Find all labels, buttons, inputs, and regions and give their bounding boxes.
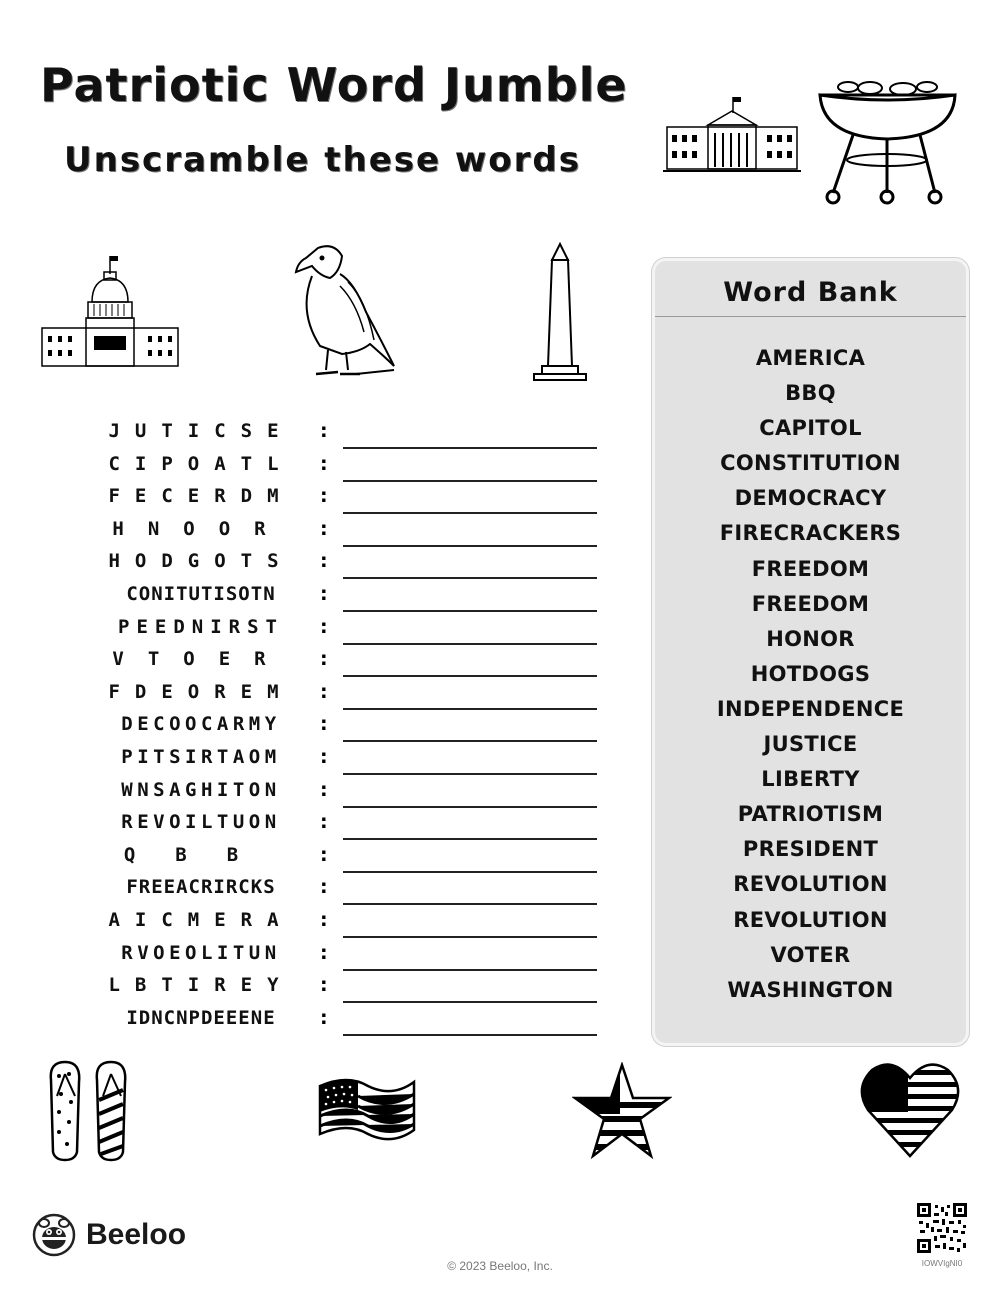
jumble-row (70, 777, 610, 810)
colon-separator: : (320, 485, 328, 508)
jumble-row (70, 907, 610, 940)
capitol-building-icon (40, 254, 180, 370)
jumble-row (70, 451, 610, 484)
scrambled-word: LBTIREY (108, 974, 294, 997)
word-bank-item: INDEPENDENCE (716, 696, 905, 721)
brand-logo (32, 1213, 186, 1257)
scrambled-word-box (70, 550, 332, 572)
colon-separator: : (320, 517, 328, 540)
colon-separator: : (320, 615, 328, 638)
flag-heart-icon (860, 1060, 960, 1160)
answer-line[interactable] (343, 740, 597, 742)
scrambled-word-box (70, 746, 332, 768)
qr-code-label: IOWVIgNI0 (921, 1259, 963, 1268)
word-bank-title: Word Bank (723, 277, 898, 308)
answer-line[interactable] (343, 577, 597, 579)
colon-separator: : (320, 941, 328, 964)
scrambled-word-box (70, 779, 332, 801)
scrambled-word: IDNCNPDEEENE (126, 1006, 276, 1029)
copyright-text: © 2023 Beeloo, Inc. (447, 1259, 553, 1273)
scrambled-word-box (70, 909, 332, 931)
word-bank-item: REVOLUTION (733, 872, 888, 897)
jumble-row (70, 646, 610, 679)
page-title: Patriotic Word Jumble (40, 58, 628, 112)
scrambled-word-box (70, 518, 332, 540)
scrambled-word: CONITUTISOTN (126, 582, 276, 605)
scrambled-word: RVOEOLITUN (121, 941, 281, 964)
answer-line[interactable] (343, 708, 597, 710)
colon-separator: : (320, 713, 328, 736)
word-bank-item: REVOLUTION (733, 907, 888, 932)
scrambled-word-box (70, 876, 332, 898)
colon-separator: : (320, 811, 328, 834)
scrambled-word: AICMERA (108, 908, 294, 931)
scrambled-word: HODGOTS (108, 550, 294, 573)
jumble-row (70, 711, 610, 744)
scrambled-word-box (70, 485, 332, 507)
word-bank-item: PATRIOTISM (737, 802, 884, 827)
scrambled-word-box (70, 648, 332, 670)
scrambled-word-box (70, 942, 332, 964)
answer-line[interactable] (343, 1001, 597, 1003)
answer-line[interactable] (343, 806, 597, 808)
word-bank-item: FREEDOM (751, 556, 870, 581)
scrambled-word: FECERDM (108, 485, 294, 508)
word-bank-item: HONOR (766, 626, 855, 651)
answer-line[interactable] (343, 447, 597, 449)
colon-separator: : (320, 745, 328, 768)
flip-flops-icon (45, 1060, 133, 1162)
scrambled-word-box (70, 453, 332, 475)
jumble-row (70, 1005, 610, 1038)
word-bank-item: CONSTITUTION (720, 451, 901, 476)
word-bank-item: FIRECRACKERS (719, 521, 902, 546)
scrambled-word-box (70, 583, 332, 605)
scrambled-word-box (70, 811, 332, 833)
answer-line[interactable] (343, 969, 597, 971)
scrambled-word-box (70, 420, 332, 442)
word-bank-item: VOTER (770, 942, 851, 967)
answer-line[interactable] (343, 903, 597, 905)
answer-line[interactable] (343, 675, 597, 677)
jumble-row (70, 972, 610, 1005)
flag-star-icon (572, 1062, 672, 1160)
washington-monument-icon (530, 242, 590, 384)
word-bank-item: HOTDOGS (750, 661, 871, 686)
scrambled-word: CIPOATL (108, 452, 294, 475)
word-bank-item: BBQ (785, 381, 836, 406)
colon-separator: : (320, 452, 328, 475)
colon-separator: : (320, 1006, 328, 1029)
jumble-row (70, 516, 610, 549)
answer-line[interactable] (343, 936, 597, 938)
word-bank-item: CAPITOL (759, 416, 862, 441)
scrambled-word: JUTICSE (108, 420, 294, 442)
bald-eagle-icon (290, 242, 398, 382)
colon-separator: : (320, 974, 328, 997)
scrambled-word: FDEOREM (108, 680, 294, 703)
jumble-row (70, 483, 610, 516)
answer-line[interactable] (343, 773, 597, 775)
jumble-row (70, 679, 610, 712)
colon-separator: : (320, 908, 328, 931)
scrambled-word: QBB (123, 843, 279, 866)
answer-line[interactable] (343, 512, 597, 514)
jumble-row (70, 614, 610, 647)
colon-separator: : (320, 648, 328, 671)
colon-separator: : (320, 680, 328, 703)
bee-logo-icon (32, 1213, 76, 1257)
scrambled-word: VTOER (112, 648, 290, 671)
colon-separator: : (320, 582, 328, 605)
page-subtitle: Unscramble these words (64, 140, 581, 180)
scrambled-word: WNSAGHITON (121, 778, 281, 801)
white-house-icon (663, 95, 801, 175)
qr-code-icon (917, 1203, 967, 1253)
jumble-list (70, 418, 610, 1037)
scrambled-word-box (70, 974, 332, 996)
jumble-row (70, 874, 610, 907)
colon-separator: : (320, 550, 328, 573)
jumble-row (70, 842, 610, 875)
word-bank-item: AMERICA (755, 346, 866, 370)
word-bank-item: DEMOCRACY (734, 486, 887, 511)
brand-name: Beeloo (86, 1218, 187, 1251)
word-bank-item: LIBERTY (761, 767, 860, 792)
colon-separator: : (320, 420, 328, 442)
word-bank-panel (652, 258, 969, 1046)
scrambled-word: HNOOR (112, 517, 290, 540)
colon-separator: : (320, 778, 328, 801)
scrambled-word: PITSIRTAOM (121, 745, 281, 768)
jumble-row (70, 418, 610, 451)
scrambled-word-box (70, 616, 332, 638)
answer-line[interactable] (343, 1034, 597, 1036)
answer-line[interactable] (343, 643, 597, 645)
word-bank-item: WASHINGTON (727, 977, 894, 1002)
grill-icon (815, 75, 960, 210)
scrambled-word: REVOILTUON (121, 811, 281, 834)
answer-line[interactable] (343, 610, 597, 612)
answer-line[interactable] (343, 871, 597, 873)
scrambled-word: FREEACRIRCKS (126, 876, 276, 899)
word-bank-item: JUSTICE (763, 732, 858, 757)
colon-separator: : (320, 876, 328, 899)
jumble-row (70, 809, 610, 842)
word-bank-item: PRESIDENT (742, 837, 879, 862)
word-bank-list (655, 346, 966, 1013)
colon-separator: : (320, 843, 328, 866)
jumble-row (70, 548, 610, 581)
word-bank-divider (655, 316, 966, 317)
answer-line[interactable] (343, 838, 597, 840)
word-bank-item: FREEDOM (751, 591, 870, 616)
scrambled-word-box (70, 713, 332, 735)
scrambled-word: PEEDNIRST (118, 615, 284, 638)
jumble-row (70, 581, 610, 614)
jumble-row (70, 744, 610, 777)
answer-line[interactable] (343, 545, 597, 547)
answer-line[interactable] (343, 480, 597, 482)
scrambled-word-box (70, 681, 332, 703)
jumble-row (70, 940, 610, 973)
american-flag-icon (318, 1072, 416, 1148)
scrambled-word-box (70, 1007, 332, 1029)
scrambled-word-box (70, 844, 332, 866)
scrambled-word: DECOOCARMY (121, 713, 281, 736)
